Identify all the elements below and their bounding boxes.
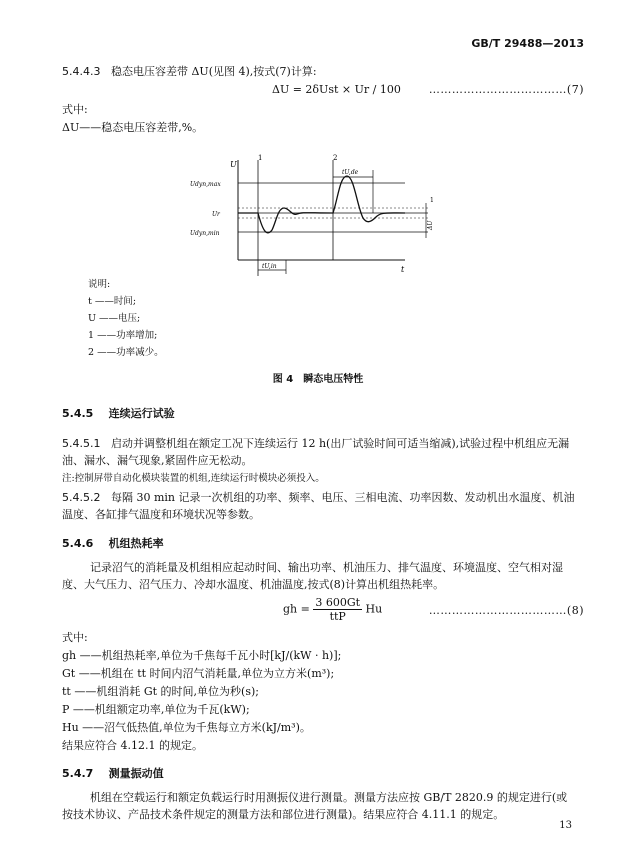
equation-number: (8) [566, 604, 584, 617]
where-label-8: 式中: [62, 631, 88, 644]
marker-1: 1 [258, 154, 263, 162]
axis-label-t: t [401, 265, 405, 274]
marker-1-right: 1 [430, 197, 434, 204]
section-number: 5.4.7 [62, 767, 94, 780]
legend-item-time: t ——时间; [88, 296, 137, 307]
section-title: 测量振动值 [108, 767, 164, 780]
label-ur: Ur [212, 211, 220, 218]
where-label: 式中: [62, 103, 88, 116]
clause-text: 启动并调整机组在额定工况下连续运行 12 h(出厂试验时间可适当缩减),试验过程中机组应无漏油、漏水、漏气现象,紧固件应无松动。 [62, 437, 570, 467]
equation-lhs: gh = [283, 602, 310, 616]
section-number: 5.4.5 [62, 407, 94, 420]
legend-item-power-increase: 1 ——功率增加; [88, 330, 158, 341]
equation-number: (7) [566, 83, 584, 96]
section-title: 机组热耗率 [108, 537, 164, 550]
section-5-4-5 [62, 406, 578, 423]
label-udyn-max: Udyn,max [190, 181, 221, 188]
label-t-de: tU,de [342, 169, 359, 176]
note-5-4-5-1: 注:控制屏带自动化模块装置的机组,连续运行时模块必须投入。 [62, 473, 325, 484]
standard-number: GB/T 29488—2013 [471, 37, 584, 50]
legend-title: 说明: [88, 279, 111, 290]
equation-numerator: 3 600Gt [315, 596, 361, 609]
definition-delta-u: ΔU——稳态电压容差带,%。 [62, 121, 204, 134]
equation-rhs: Hu [365, 602, 383, 616]
clause-5-4-5-2 [62, 490, 578, 523]
clause-text: 每隔 30 min 记录一次机组的功率、频率、电压、三相电流、功率因数、发动机出水温度、机油温度、各缸排气温度和环境状况等参数。 [62, 491, 575, 521]
def-p: P ——机组额定功率,单位为千瓦(kW); [62, 703, 250, 716]
def-tt: tt ——机组消耗 Gt 的时间,单位为秒(s); [62, 685, 259, 698]
section-5-4-6 [62, 536, 578, 553]
equation-7-leader: ………………………………(7) [428, 83, 584, 96]
clause-number: 5.4.4.3 [62, 65, 101, 78]
legend-item-voltage: U ——电压; [88, 313, 141, 324]
def-hu: Hu ——沼气低热值,单位为千焦每立方米(kJ/m³)。 [62, 721, 311, 734]
legend-item-power-decrease: 2 ——功率减少。 [88, 347, 164, 358]
clause-5-4-5-1 [62, 436, 578, 469]
clause-number: 5.4.5.2 [62, 491, 101, 504]
equation-denominator: ttP [329, 610, 346, 624]
label-t-in: tU,in [262, 263, 277, 270]
clause-5-4-4-3 [62, 64, 578, 81]
clause-text: 稳态电压容差带 ΔU(见图 4),按式(7)计算: [110, 65, 317, 78]
page-number: 13 [559, 820, 572, 831]
section-title: 连续运行试验 [108, 407, 175, 420]
equation-fraction [313, 596, 362, 623]
def-gh: gh ——机组热耗率,单位为千焦每千瓦小时[kJ/(kW · h)]; [62, 649, 342, 662]
equation-8-leader: ………………………………(8) [428, 604, 584, 617]
label-udyn-min: Udyn,min [190, 230, 220, 237]
equation-8 [283, 596, 382, 623]
marker-2: 2 [333, 154, 338, 162]
heat-rate-conclusion: 结果应符合 4.12.1 的规定。 [62, 739, 203, 752]
equation-7: ΔU = 2δUst × Ur / 100 [272, 83, 401, 96]
heat-rate-intro: 记录沼气的消耗量及机组相应起动时间、输出功率、机油压力、排气温度、环境温度、空气相对湿度、大气压力、沼气压力、冷却水温度、机油温度,按式(8)计算出机组热耗率。 [62, 561, 563, 591]
def-gt: Gt ——机组在 tt 时间内沼气消耗量,单位为立方米(m³); [62, 667, 335, 680]
section-number: 5.4.6 [62, 537, 94, 550]
axis-label-u: U [230, 160, 237, 169]
vibration-text: 机组在空载运行和额定负载运行时用测振仪进行测量。测量方法应按 GB/T 2820.9 的规定进行(或按技术协议、产品技术条件规定的测量方法和部位进行测量)。结果应符合 4.11.1 的规定。 [62, 791, 568, 821]
figure-title: 图 4 瞬态电压特性 [272, 374, 364, 385]
label-delta-u: ΔU [427, 220, 434, 230]
section-5-4-7 [62, 766, 578, 783]
clause-number: 5.4.5.1 [62, 437, 101, 450]
transient-voltage-figure [190, 150, 450, 280]
